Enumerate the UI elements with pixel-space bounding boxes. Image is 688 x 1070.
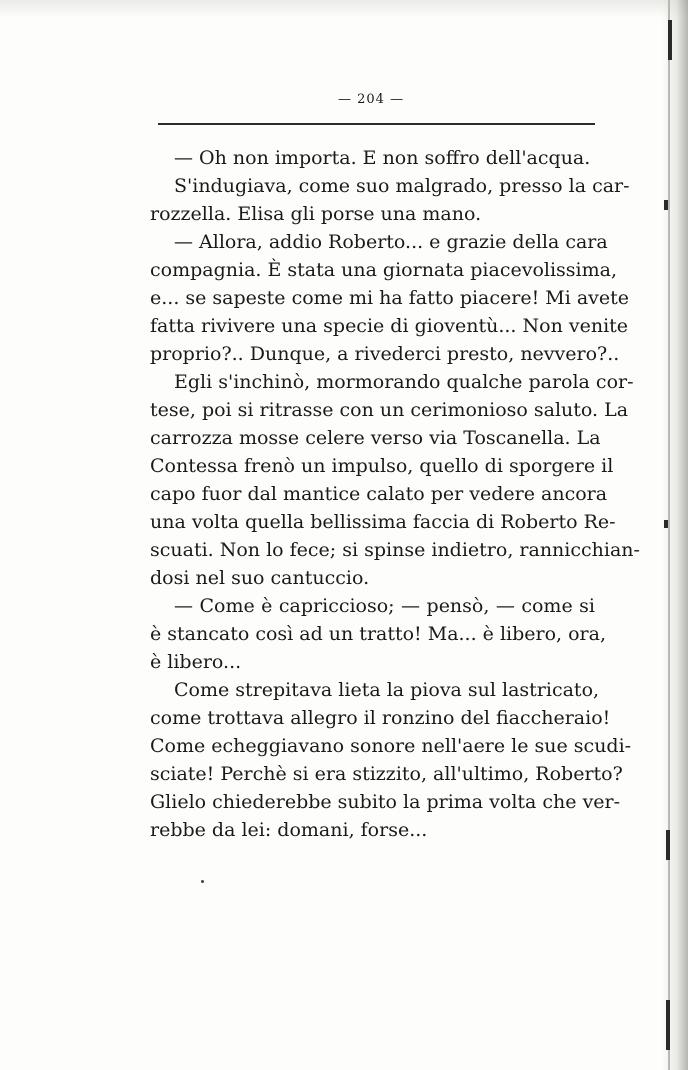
text-line: fatta rivivere una specie di gioventù... Non venite [150, 315, 629, 337]
text-line: proprio?.. Dunque, a rivederci presto, nevvero?.. [150, 343, 620, 365]
text-line: — Oh non importa. E non soffro dell'acqua. [174, 147, 591, 169]
text-line: una volta quella bellissima faccia di Roberto Re- [150, 511, 616, 533]
body-text [150, 144, 640, 844]
text-line: compagnia. È stata una giornata piacevolissima, [150, 259, 618, 281]
binding-edge-mark [668, 20, 672, 60]
text-line: Egli s'inchinò, mormorando qualche parola cor- [174, 371, 634, 393]
text-line: come trottava allegro il ronzino del fiaccheraio! [150, 707, 611, 729]
text-line: scuati. Non lo fece; si spinse indietro, rannicchian- [150, 539, 640, 561]
scan-top-shading [0, 0, 688, 18]
binding-edge-mark [664, 520, 668, 528]
text-line: — Come è capriccioso; — pensò, — come si [174, 595, 595, 617]
text-line: rozzella. Elisa gli porse una mano. [150, 203, 482, 225]
text-line: tese, poi si ritrasse con un cerimonioso saluto. La [150, 399, 629, 421]
binding-edge-mark [666, 830, 670, 860]
text-line: capo fuor dal mantice calato per vedere ancora [150, 483, 608, 505]
text-line: carrozza mosse celere verso via Toscanella. La [150, 427, 601, 449]
ink-speck [201, 880, 204, 883]
page-number: — 204 — [338, 92, 405, 107]
text-line: Contessa frenò un impulso, quello di sporgere il [150, 455, 614, 477]
binding-edge-mark [664, 200, 668, 210]
text-line: S'indugiava, come suo malgrado, presso la car- [174, 175, 630, 197]
text-line: è libero... [150, 651, 242, 673]
text-line: Come strepitava lieta la piova sul lastricato, [174, 679, 600, 701]
text-line: sciate! Perchè si era stizzito, all'ultimo, Roberto? [150, 763, 623, 785]
binding-edge-mark [666, 1000, 670, 1050]
text-line: rebbe da lei: domani, forse... [150, 819, 428, 841]
text-line: e... se sapeste come mi ha fatto piacere! Mi avete [150, 287, 630, 309]
text-line: dosi nel suo cantuccio. [150, 567, 370, 589]
text-line: è stancato così ad un tratto! Ma... è libero, ora, [150, 623, 607, 645]
text-line: Come echeggiavano sonore nell'aere le sue scudi- [150, 735, 632, 757]
header-rule [158, 123, 595, 125]
binding-edge-shading [662, 0, 688, 1070]
text-line: Glielo chiederebbe subito la prima volta che ver- [150, 791, 621, 813]
binding-edge-line [668, 0, 670, 1070]
text-line: — Allora, addio Roberto... e grazie della cara [174, 231, 608, 253]
